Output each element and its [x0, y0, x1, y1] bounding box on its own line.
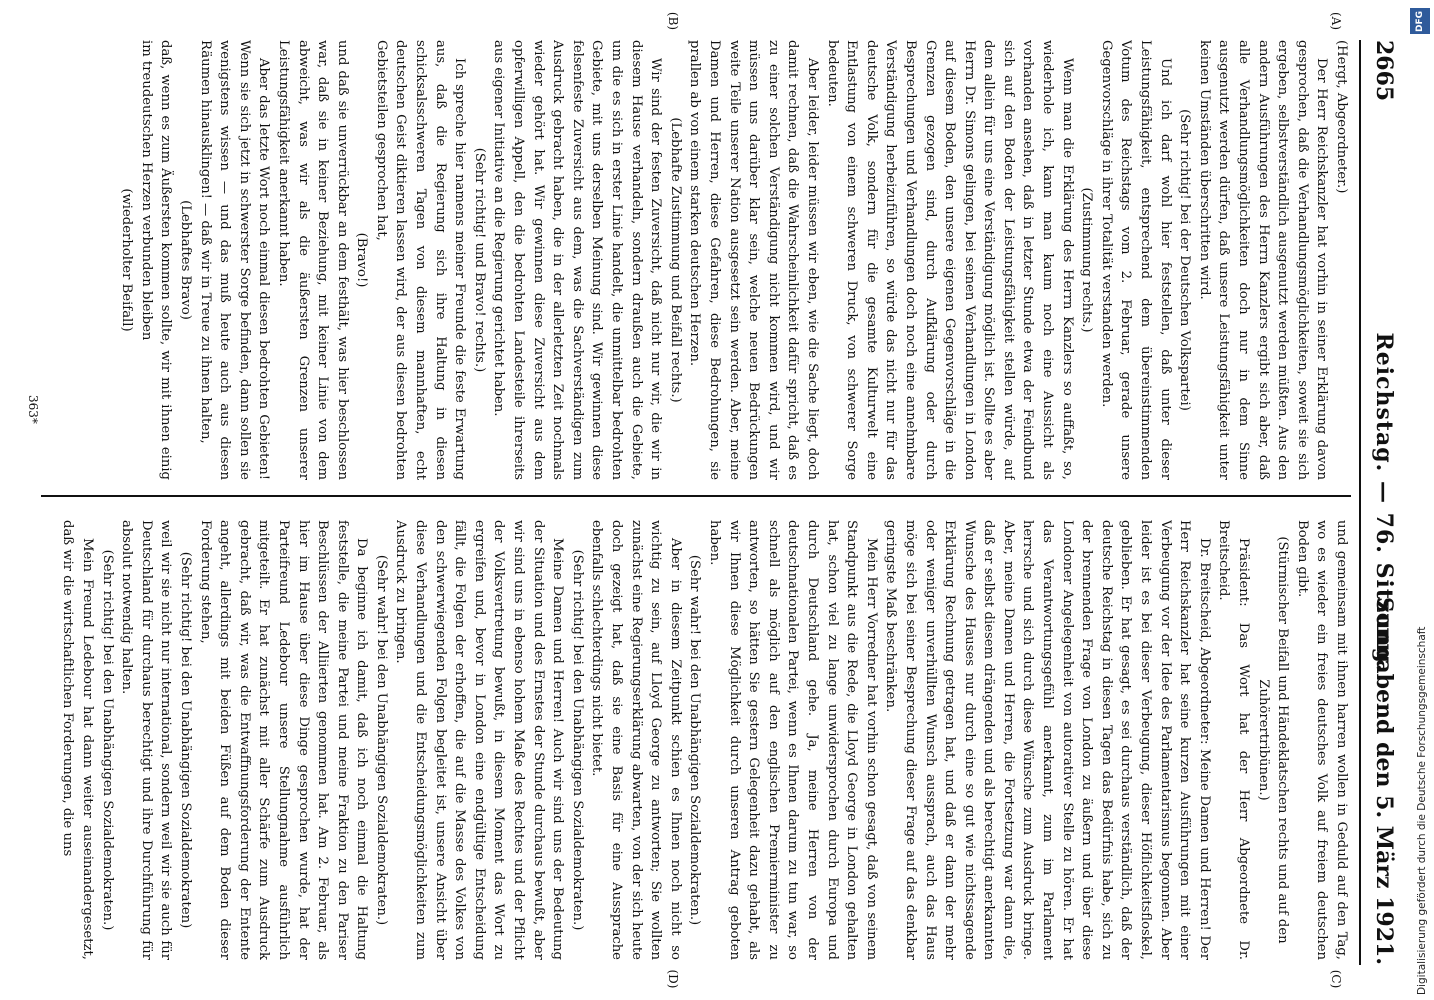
paragraph: Präsident: Das Wort hat der Herr Abgeordnete Dr. Breitscheid.	[1216, 520, 1252, 960]
page-title: Reichstag. — 76. Sitzung.	[1371, 332, 1397, 673]
interjection: (Zustimmung rechts.)	[1079, 187, 1095, 333]
paragraph: Ich spreche hier namens meiner Freunde die feste Erwartung aus, daß die Regierung sich ihre Haltung in diesen schicksalsschweren Tagen von diesem mannhaften, echt deutschen Geist diktieren lassen wird, der aus diesen bedrohten Gebietsteilen gesprochen hat,	[373, 40, 468, 480]
page-date: Sonnabend den 5. März 1921.	[1371, 596, 1397, 965]
right-column	[31, 520, 1351, 960]
paragraph: daß, wenn es zum Äußersten kommen sollte, wir mit ihnen einig im treudeutschen Herzen verbunden bleiben	[138, 40, 174, 480]
paragraph: und gemeinsam mit ihnen harren wollen in Geduld auf den Tag, wo es wieder ein freies deutsches Volk auf freiem deutschen Boden gibt.	[1294, 520, 1349, 960]
paragraph: Und ich darf wohl hier feststellen, daß unter dieser Leistungsfähigkeit, entsprechend dem übereinstimmenden Votum des Reichstags vom 2. Februar, gerade unsere Gegenvorschläge in ihrer Totalität verstanden werden.	[1098, 40, 1173, 480]
paragraph: Aber leider, leider müssen wir eben, wie die Sache liegt, doch damit rechnen, daß die Wahrscheinlichkeit dafür spricht, daß es zu einer solchen Verständigung nicht kommen wird, und wir müssen uns darüber klar sein, welche neuen Bedrückungen weite Teile unserer Nation ausgesetzt sein werden. Aber, meine Damen und Herren, diese Gefahren, diese Bedrohungen, sie prallen ab von einem starken deutschen Herzen.	[687, 40, 820, 480]
margin-marker-c: (C)	[1329, 969, 1343, 989]
paragraph: Meine Damen und Herren! Auch wir sind uns der Bedeutung der Situation und des Ernstes der Stunde durchaus bewußt, aber wir sind uns in ebenso hohem Maße des Rechtes und der Pflicht der Volksvertretung bewußt, in diesem Moment das Wort zu ergreifen und, bevor in London eine endgültige Entscheidung fällt, die Folgen der erhoffen, die auf die Masse des Volkes von den schwerwiegenden Folgen begleitet ist, unsere Ansicht über diese Verhandlungen und die Entscheidungsmöglichkeiten zum Ausdruck zu bringen.	[393, 520, 566, 960]
left-column	[31, 40, 1351, 480]
interjection: (Lebhafte Zustimmung und Beifall rechts.)	[667, 117, 683, 403]
paragraph: (Hergt, Abgeordneter.)	[1334, 40, 1349, 194]
interjection: (Sehr wahr! bei den Unabhängigen Sozialdemokraten.)	[373, 554, 389, 926]
interjection: (Sehr richtig! bei der Deutschen Volkspartei)	[1177, 109, 1193, 411]
interjection: (Sehr richtig! bei den Unabhängigen Sozialdemokraten.)	[99, 549, 115, 931]
paragraph: und daß sie unverrückbar an dem festhält, was hier beschlossen war, daß sie in keiner Beziehung, mit keiner Linie von dem abweicht, was wir als die äußersten Grenzen unserer Leistungsfähigkeit anerkannt haben.	[275, 40, 350, 480]
margin-marker-d: (D)	[666, 969, 680, 989]
interjection: (Sehr richtig! und Bravo! rechts.)	[471, 147, 487, 373]
margin-marker-a: (A)	[1329, 11, 1343, 31]
paragraph: Aber in diesem Zeitpunkt schien es Ihnen noch nicht so wichtig zu sein, auf Lloyd George zu antworten; Sie wollten zunächst eine Regierungserklärung abwarten, von der sich heute doch gezeigt hat, daß sie eine Basis für eine Aussprache ebenfalls schlechterdings nicht bietet.	[589, 520, 683, 960]
digitization-credit: Digitalisierung gefördert durch die Deutsche Forschungsgemeinschaft	[1416, 626, 1428, 995]
page-number: 2665	[1371, 40, 1397, 102]
paragraph: Wir sind der festen Zuversicht, daß nicht nur wir, die wir in diesem Hause verhandeln, sondern draußen auch die Gebiete, um die es sich in erster Linie handelt, die unmittelbar bedrohten Gebiete, mit uns derselben Meinung sind. Wir gewinnen diese felsenfeste Zuversicht aus dem, was die Sachverständigen zum Ausdruck gebracht haben, die in der allerletzten Zeit nochmals wieder gehört hat. Wir gewinnen diese Zuversicht aus dem opferwilligen Appell, den die bedrohten Landesteile ihrerseits aus eigener Initiative an die Regierung gerichtet haben.	[491, 40, 664, 480]
paragraph: Dr. Breitscheid, Abgeordneter: Meine Damen und Herren! Der Herr Reichskanzler hat seine kurzen Ausführungen mit einer Verbeugung vor der Idee des Parlamentarismus begonnen. Aber leider ist es bei dieser Verbeugung, dieser Höflichkeitsfloskel, geblieben. Er hat gesagt, es sei durchaus verständlich, daß der deutsche Reichstag in diesen Tagen das Bedürfnis habe, sich zu der brennenden Frage von London zu äußern und über diese Londoner Angelegenheit von autorativer Stelle zu hören. Er hat das Verantwortungsgefühl anerkannt, zum im Parlament herrsche und sich durch diese Wünsche zum Ausdruck bringe. Aber, meine Damen und Herren, die Fortsetzung war dann die, daß er selbst diesem drängenden und als berechtigt anerkannten Wunsche des Hauses nur durch eine so gut wie nichtssagende Erklärung Rechnung getragen hat, und daß er dann der mehr oder weniger unverhüllten Wunsch aussprach, auch das Haus möge sich bei seiner Besprechung dieser Frage auf das denkbar geringste Maß beschränken.	[883, 520, 1212, 960]
margin-marker-b: (B)	[666, 11, 680, 31]
column-divider	[41, 495, 1351, 497]
interjection: (Sehr wahr! bei den Unabhängigen Sozialdemokraten.)	[687, 554, 703, 926]
interjection: (wiederholter Beifall)	[119, 188, 135, 332]
paragraph: Wenn man die Erklärung des Herrn Kanzlers so auffaßt, so, wiederhole ich, kann man kaum noch eine Aussicht als vorhanden ansehen, daß in letzter Stunde etwa der Feindbund sich auf den Boden der Leistungsfähigkeit stellen würde, auf dem allein für uns eine Verständigung möglich ist. Sollte es aber Herrn Dr. Simons gelingen, bei seinen Verhandlungen in London auf diesem Boden, den unsere eigenen Gegenvorschläge in die Grenzen gezogen sind, durch Aufklärung oder durch Besprechungen und Verhandlungen doch noch eine annehmbare Verständigung herbeizuführen, so würde das nicht nur für das deutsche Volk, sondern für die gesamte Kulturwelt eine Entlastung von einem schweren Druck, von schwerer Sorge bedeuten.	[824, 40, 1075, 480]
interjection: (Sehr richtig! bei den Unabhängigen Sozialdemokraten.)	[569, 549, 585, 931]
interjection: (Stürmischer Beifall und Händeklatschen rechts und auf den Zuhörertribünen.)	[1255, 536, 1291, 944]
page-header	[1359, 40, 1403, 965]
paragraph: Da beginne ich damit, daß ich noch einmal die Haltung feststelle, die meine Partei und meine Fraktion zu den Pariser Beschlüssen der Alliierten genommen hat. Am 2. Februar, als hier im Hause über diese Dinge gesprochen wurde, hat der Parteifreund Ledebour unsere Stellungnahme ausführlich mitgeteilt. Er hat zunächst mit aller Schärfe zum Ausdruck gebracht, daß wir, was die Entwaffnungsforderung der Entente angeht, allerdings mit beiden Füßen auf dem Boden dieser Forderung stehen,	[197, 520, 370, 960]
paragraph: Der Herr Reichskanzler hat vorhin in seiner Erklärung davon gesprochen, daß die Verhandlungsmöglichkeiten, soweit sie sich ergeben, selbstverständlich ausgenutzt werden müßten. Aus den andern Ausführungen des Herrn Kanzlers ergibt sich aber, daß alle Verhandlungsmöglichkeiten doch nur in dem Sinne ausgenutzt werden dürfen, daß unsere Leistungsfähigkeit unter keinen Umständen überschritten wird.	[1196, 40, 1330, 480]
dfg-logo: DFG	[1410, 8, 1430, 34]
print-signature: 363*	[26, 395, 40, 424]
paragraph: Mein Freund Ledebour hat dann weiter auseinandergesetzt, daß wir die wirtschaftlichen Forderungen, die uns	[60, 520, 95, 960]
paragraph: weil wir sie nicht nur international, sondern weil wir sie auch für Deutschland für durchaus berechtigt und ihre Durchführung für absolut notwendig halten.	[119, 520, 174, 960]
interjection: (Lebhaftes Bravo)	[177, 200, 193, 320]
interjection: (Sehr richtig! bei den Unabhängigen Sozialdemokraten)	[177, 551, 193, 929]
interjection: (Bravo!)	[354, 232, 370, 288]
paragraph: Mein Herr Vorredner hat vorhin schon gesagt, daß von seinem Standpunkt aus die Rede, die Lloyd George in London gehalten hat, schon viel zu lange unwidersprochen durch Europa und durch Deutschland gehe. Ja, meine Herren von der deutschnationalen Partei, wenn es Ihnen darum zu tun war, so schnell als möglich auf den englischen Premierminister zu antworten, so hätten Sie gestern Gelegenheit dazu gehabt, als wir Ihnen diese Möglichkeit durch unseren Antrag geboten haben.	[707, 520, 879, 960]
paragraph: Aber das letzte Wort noch einmal diesen bedrohten Gebieten! Wenn sie sich jetzt in schwerster Sorge befinden, dann sollen sie wenigstens wissen — und das muß heute auch aus diesen Räumen hinausklingen! — daß wir in Treue zu ihnen halten,	[197, 40, 272, 480]
